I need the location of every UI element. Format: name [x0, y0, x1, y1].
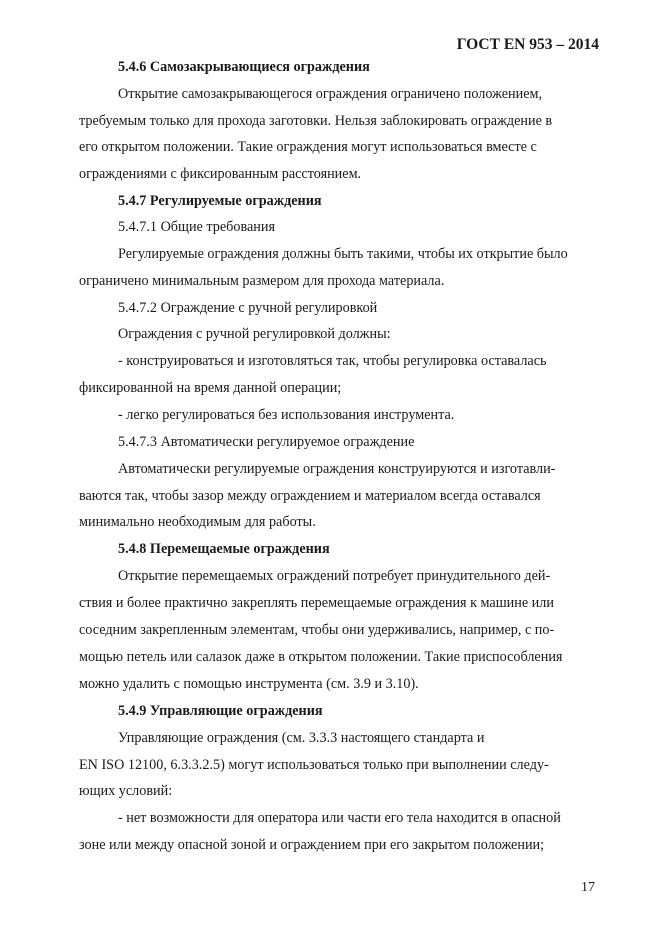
paragraph-line: ограничено минимальным размером для прохода материала. [79, 273, 445, 289]
paragraph-line: Регулируемые ограждения должны быть такими, чтобы их открытие было [118, 246, 568, 262]
paragraph-line: Автоматически регулируемые ограждения конструируются и изготавли- [118, 461, 556, 477]
document-header: ГОСТ EN 953 – 2014 [456, 36, 599, 53]
paragraph-line: Открытие самозакрывающегося ограждения ограничено положением, [118, 86, 543, 102]
paragraph-line: Управляющие ограждения (см. 3.3.3 настоящего стандарта и [118, 730, 485, 746]
paragraph-line: можно удалить с помощью инструмента (см. 3.9 и 3.10). [79, 676, 419, 692]
paragraph-line: EN ISO 12100, 6.3.3.2.5) могут использоваться только при выполнении следу- [79, 757, 549, 773]
list-item-line: фиксированной на время данной операции; [79, 380, 342, 396]
list-item-line: - конструироваться и изготовляться так, чтобы регулировка оставалась [118, 353, 547, 369]
paragraph-line: ограждениями с фиксированным расстоянием. [79, 166, 362, 182]
subsection-heading: 5.4.7.3 Автоматически регулируемое ограждение [118, 434, 415, 450]
paragraph-line: его открытом положении. Такие ограждения могут использоваться вместе с [79, 139, 537, 155]
list-item-line: - нет возможности для оператора или части его тела находится в опасной [118, 810, 561, 826]
paragraph-line: минимально необходимым для работы. [79, 514, 316, 530]
paragraph-line: требуемым только для прохода заготовки. Нельзя заблокировать ограждение в [79, 113, 553, 129]
paragraph-line: соседним закрепленным элементам, чтобы они удерживались, например, с по- [79, 622, 555, 638]
paragraph-line: Ограждения с ручной регулировкой должны: [118, 326, 391, 342]
section-heading: 5.4.8 Перемещаемые ограждения [118, 541, 330, 557]
section-heading: 5.4.9 Управляющие ограждения [118, 703, 323, 719]
section-heading: 5.4.6 Самозакрывающиеся ограждения [118, 59, 370, 75]
paragraph-line: ствия и более практично закреплять перемещаемые ограждения к машине или [79, 595, 554, 611]
page-number: 17 [581, 880, 595, 895]
section-heading: 5.4.7 Регулируемые ограждения [118, 193, 322, 209]
list-item-line: - легко регулироваться без использования инструмента. [118, 407, 455, 423]
paragraph-line: ваются так, чтобы зазор между ограждением и материалом всегда оставался [79, 488, 541, 504]
list-item-line: зоне или между опасной зоной и ограждением при его закрытом положении; [79, 837, 545, 853]
paragraph-line: ющих условий: [79, 783, 173, 799]
paragraph-line: мощью петель или салазок даже в открытом положении. Такие приспособления [79, 649, 563, 665]
subsection-heading: 5.4.7.1 Общие требования [118, 219, 275, 235]
paragraph-line: Открытие перемещаемых ограждений потребует принудительного дей- [118, 568, 551, 584]
subsection-heading: 5.4.7.2 Ограждение с ручной регулировкой [118, 300, 378, 316]
